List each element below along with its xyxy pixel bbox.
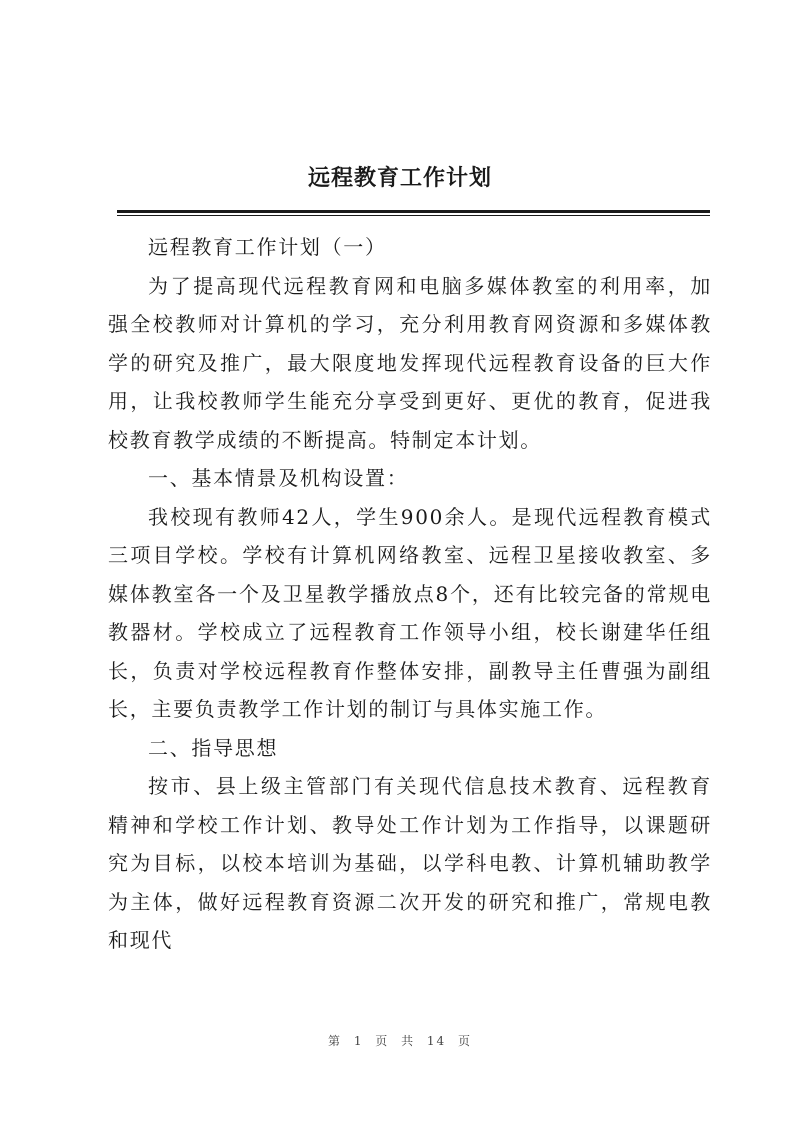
section-heading: 远程教育工作计划（一）: [148, 235, 387, 259]
title-rule-thin: [117, 215, 710, 216]
body-paragraph: 为了提高现代远程教育网和电脑多媒体教室的利用率，加强全校教师对计算机的学习，充分利用教育网资源和多媒体教学的研究及推广，最大限度地发挥现代远程教育设备的巨大作用，让我校教师学生能充分享受到更好、更优的教育，促进我校教育教学成绩的不断提高。特制定本计划。: [108, 273, 712, 452]
section-heading: 二、指导思想: [148, 735, 279, 760]
body-paragraph: 按市、县上级主管部门有关现代信息技术教育、远程教育精神和学校工作计划、教导处工作计划为工作指导，以课题研究为目标，以校本培训为基础，以学科电教、计算机辅助教学为主体，做好远程教育资源二次开发的研究和推广，常规电教和现代: [108, 774, 712, 952]
document-body: [108, 228, 712, 960]
document-title: 远程教育工作计划: [307, 165, 492, 191]
section-heading: 一、基本情景及机构设置：: [148, 466, 409, 490]
title-rule: [117, 210, 710, 213]
body-paragraph: 我校现有教师42人，学生900余人。是现代远程教育模式三项目学校。学校有计算机网络教室、远程卫星接收教室、多媒体教室各一个及卫星教学播放点8个，还有比较完备的常规电教器材。学校成立了远程教育工作领导小组，校长谢建华任组长，负责对学校远程教育作整体安排，副教导主任曹强为副组长，主要负责教学工作计划的制订与具体实施工作。: [108, 504, 712, 721]
page-number-footer: 第 1 页 共 14 页: [328, 1034, 472, 1048]
